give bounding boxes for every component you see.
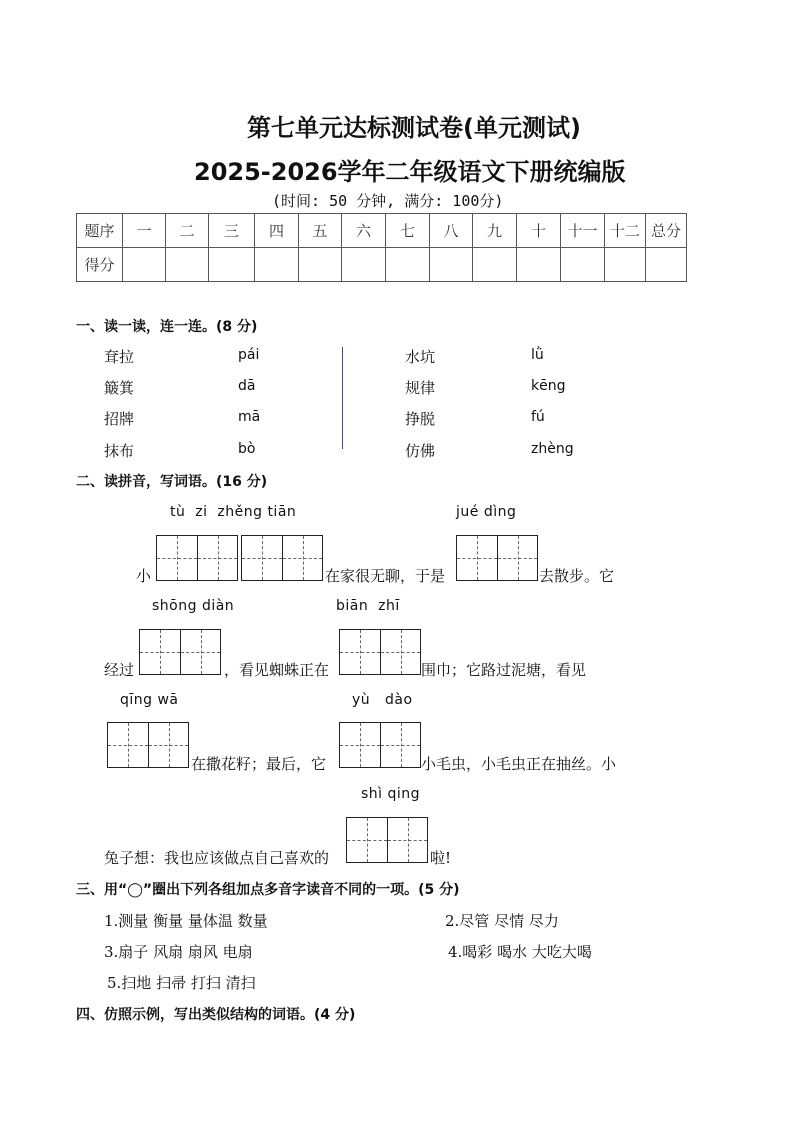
polyphone-item[interactable]: 4.喝彩 喝水 大吃大喝: [448, 943, 592, 961]
polyphone-item[interactable]: 2.尽管 尽情 尽力: [445, 912, 559, 930]
section1-heading: 一、读一读，连一连。(8 分): [76, 319, 258, 335]
score-cell[interactable]: [430, 248, 473, 282]
right-word[interactable]: 规律: [405, 379, 436, 397]
passage-text: 去散步。它: [539, 567, 615, 585]
passage-text: 小毛虫，小毛虫正在抽丝。小: [421, 755, 617, 773]
table-column: 五: [299, 214, 342, 248]
tianzige-box[interactable]: [456, 535, 538, 581]
score-cell[interactable]: [209, 248, 255, 282]
table-column: 八: [430, 214, 473, 248]
table-column: 六: [342, 214, 386, 248]
tianzige-box[interactable]: [107, 722, 189, 768]
table-column: 四: [255, 214, 299, 248]
right-pinyin[interactable]: kēng: [531, 378, 566, 394]
score-cell[interactable]: [473, 248, 517, 282]
section3-heading: 三、用“◯”圈出下列各组加点多音字读音不同的一项。(5 分): [76, 882, 460, 898]
tianzige-box[interactable]: [241, 535, 323, 581]
passage-text: 在家很无聊，于是: [325, 567, 446, 585]
left-pinyin[interactable]: mā: [238, 409, 261, 425]
score-cell[interactable]: [342, 248, 386, 282]
table-column: 总分: [646, 214, 687, 248]
polyphone-item[interactable]: 5.扫地 扫帚 打扫 清扫: [107, 974, 256, 992]
table-column: 一: [123, 214, 166, 248]
passage-text: 在撒花籽；最后，它: [191, 755, 327, 773]
score-cell[interactable]: [386, 248, 430, 282]
table-column: 七: [386, 214, 430, 248]
score-cell[interactable]: [517, 248, 561, 282]
polyphone-item[interactable]: 1.测量 衡量 量体温 数量: [104, 912, 268, 930]
score-table: [76, 213, 687, 282]
right-word[interactable]: 水坑: [405, 348, 436, 366]
table-column: 二: [166, 214, 209, 248]
score-cell[interactable]: [561, 248, 605, 282]
right-word[interactable]: 仿佛: [405, 442, 436, 460]
table-column: 十: [517, 214, 561, 248]
tianzige-box[interactable]: [339, 629, 421, 675]
right-word[interactable]: 挣脱: [405, 410, 436, 428]
tianzige-box[interactable]: [339, 722, 421, 768]
score-cell[interactable]: [646, 248, 687, 282]
table-column: 九: [473, 214, 517, 248]
left-word[interactable]: 耷拉: [104, 348, 135, 366]
score-cell[interactable]: [605, 248, 646, 282]
pinyin-label: shōng diàn: [152, 598, 235, 614]
score-table-score-row: [77, 248, 687, 282]
pinyin-label: biān zhī: [336, 598, 400, 614]
left-word[interactable]: 招牌: [104, 410, 135, 428]
left-word[interactable]: 抹布: [104, 442, 135, 460]
section2-heading: 二、读拼音，写词语。(16 分): [76, 474, 268, 490]
passage-text: 啦!: [430, 849, 452, 867]
tianzige-box[interactable]: [346, 817, 428, 863]
pinyin-label: qīng wā: [120, 692, 179, 708]
table-row-label: 得分: [77, 248, 123, 282]
left-word[interactable]: 簸箕: [104, 379, 135, 397]
time-info: (时间: 50 分钟, 满分: 100分): [272, 192, 504, 210]
score-cell[interactable]: [299, 248, 342, 282]
pinyin-label: tù zi zhěng tiān: [170, 504, 297, 520]
table-column: 三: [209, 214, 255, 248]
left-pinyin[interactable]: pái: [238, 347, 260, 363]
passage-text: 兔子想：我也应该做点自己喜欢的: [104, 849, 330, 867]
score-cell[interactable]: [166, 248, 209, 282]
polyphone-item[interactable]: 3.扇子 风扇 扇风 电扇: [104, 943, 253, 961]
passage-text: ，看见蜘蛛正在: [224, 661, 330, 679]
page-subtitle: 2025-2026学年二年级语文下册统编版: [194, 158, 626, 186]
passage-text: 小: [136, 567, 152, 585]
passage-text: 围巾；它路过泥塘，看见: [421, 661, 587, 679]
tianzige-box[interactable]: [156, 535, 238, 581]
right-pinyin[interactable]: lǜ: [531, 347, 544, 363]
tianzige-box[interactable]: [139, 629, 221, 675]
score-table-header-row: [77, 214, 687, 248]
right-pinyin[interactable]: zhèng: [531, 441, 574, 457]
pinyin-label: shì qing: [361, 786, 421, 802]
score-cell[interactable]: [123, 248, 166, 282]
section4-heading: 四、仿照示例，写出类似结构的词语。(4 分): [76, 1007, 356, 1023]
table-column: 十二: [605, 214, 646, 248]
divider-line: [342, 347, 343, 449]
pinyin-label: yù dào: [352, 692, 413, 708]
left-pinyin[interactable]: dā: [238, 378, 256, 394]
passage-text: 经过: [104, 661, 135, 679]
right-pinyin[interactable]: fú: [531, 409, 545, 425]
pinyin-label: jué dìng: [456, 504, 517, 520]
table-column: 十一: [561, 214, 605, 248]
page-title: 第七单元达标测试卷(单元测试): [247, 114, 581, 142]
left-pinyin[interactable]: bò: [238, 441, 256, 457]
table-header-label: 题序: [77, 214, 123, 248]
score-cell[interactable]: [255, 248, 299, 282]
